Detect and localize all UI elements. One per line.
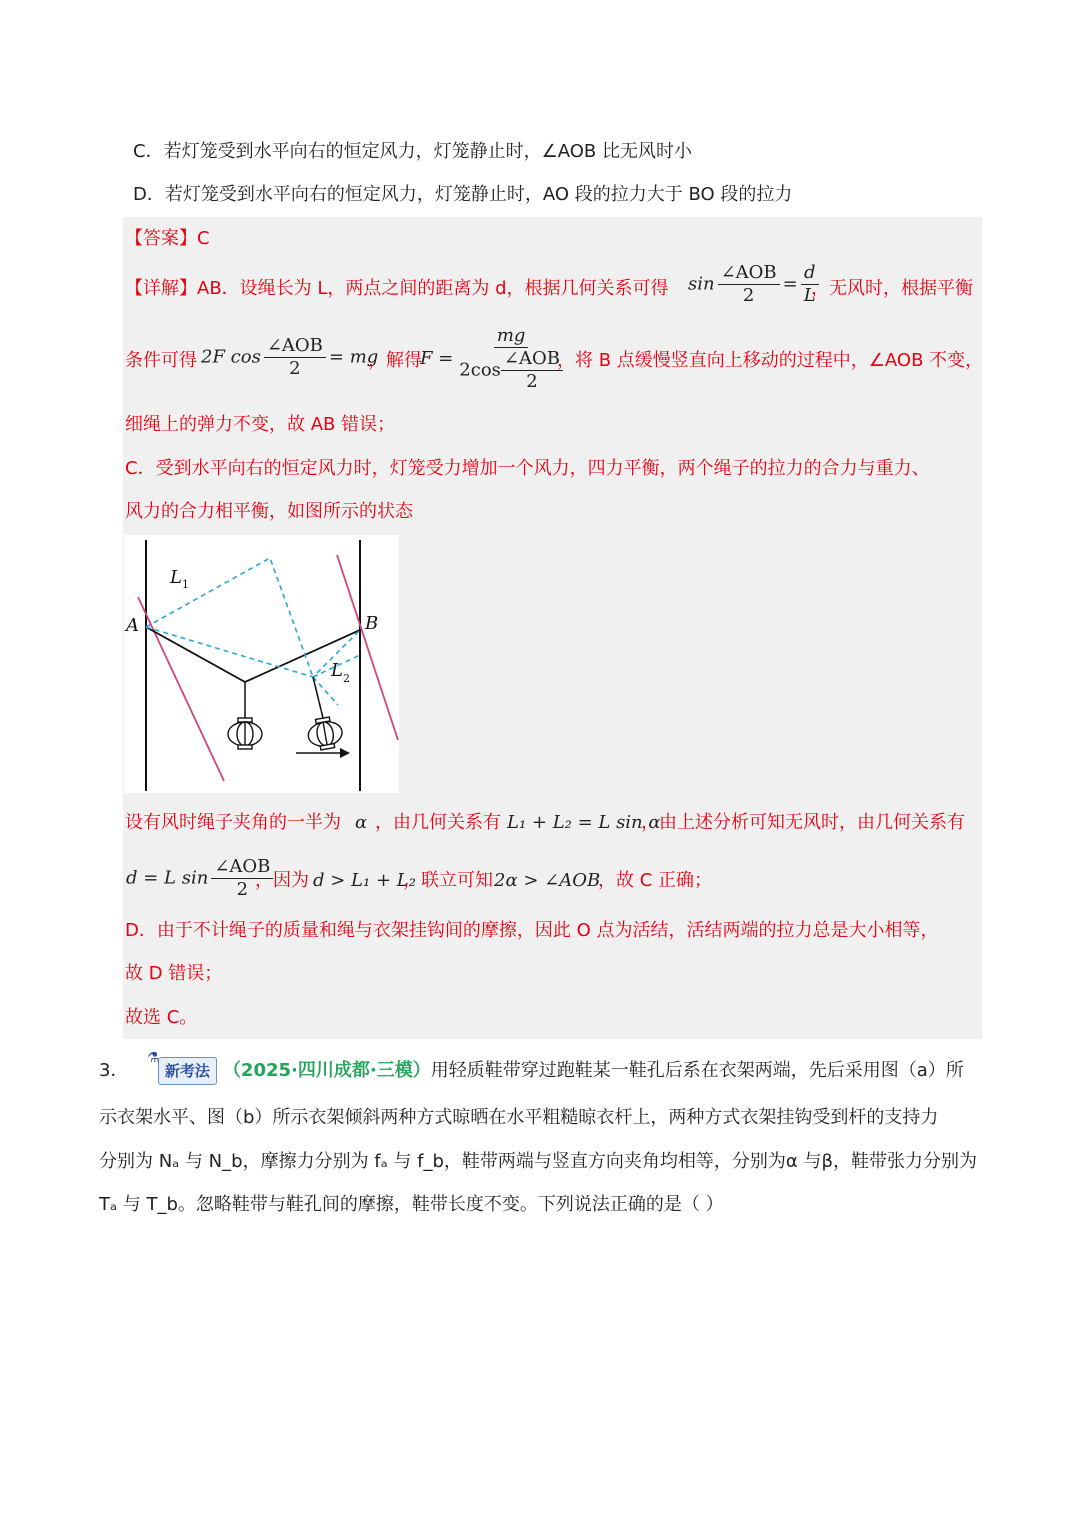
detail-line-2b: ，解得 (368, 350, 422, 371)
label-L1-sub: 1 (182, 578, 189, 591)
question-3-line-2: 示衣架水平、图（b）所示衣架倾斜两种方式晾晒在水平粗糙晾衣杆上，两种方式衣架挂钩受到杆的支持力 (99, 1107, 939, 1128)
detail-line-5: 风力的合力相平衡，如图所示的状态 (125, 501, 413, 522)
formula-balance: 2F cos $\frac{\text{∠AOB}}{2}$ = mg (201, 335, 379, 379)
formula-ineq: d > L₁ + L₂ (313, 870, 416, 891)
detail-line-1: 【详解】AB．设绳长为 L，两点之间的距离为 d，根据几何关系可得 (125, 278, 669, 299)
label-L2: L (331, 660, 343, 681)
option-c: C．若灯笼受到水平向右的恒定风力，灯笼静止时，∠AOB 比无风时小 (133, 141, 692, 162)
question-number: 3． (99, 1060, 129, 1081)
answer-label: 【答案】C (125, 228, 210, 249)
detail-line-3: 细绳上的弹力不变，故 AB 错误； (125, 414, 396, 435)
detail-label: 【详解】 (125, 278, 197, 299)
detail-line-2a: 条件可得 (125, 350, 197, 371)
formula-d: d = L sin $\frac{\text{∠AOB}}{2}$ (126, 856, 276, 901)
detail-line-6b: ，由几何关系有 (375, 812, 501, 833)
detail-line-7a: ，因为 (255, 870, 309, 891)
detail-line-6c: ，由上述分析可知无风时，由几何关系有 (641, 812, 965, 833)
question-source: （2025·四川成都·三模） (222, 1060, 431, 1081)
formula-2alpha: 2α > ∠AOB (494, 870, 601, 891)
detail-line-2c: ，将 B 点缓慢竖直向上移动的过程中，∠AOB 不变， (557, 350, 984, 371)
formula-L1L2: L₁ + L₂ = L sin α (507, 812, 661, 833)
formula-sin: sin $\frac{\text{∠AOB}}{2}$ = $\frac{d}{L}$ (688, 262, 822, 307)
detail-line-7c: ，故 C 正确； (598, 870, 713, 891)
detail-line-7b: ，联立可知 (403, 870, 493, 891)
question-3-line-3: 分别为 Nₐ 与 N_b，摩擦力分别为 fₐ 与 f_b，鞋带两端与竖直方向夹角均相等，分别为α 与β，鞋带张力分别为 (99, 1151, 977, 1172)
label-A: A (126, 615, 139, 636)
formula-alpha: α (355, 812, 368, 833)
label-L2-sub: 2 (343, 672, 350, 685)
detail-line-1b: ，无风时，根据平衡 (811, 278, 973, 299)
lantern-figure (124, 535, 399, 793)
detail-line-9: 故 D 错误； (125, 963, 223, 984)
label-B: B (365, 613, 379, 634)
detail-line-8: D．由于不计绳子的质量和绳与衣架挂钩间的摩擦，因此 O 点为活结，活结两端的拉力总是大小相等， (125, 920, 939, 941)
detail-line-4: C．受到水平向右的恒定风力时，灯笼受力增加一个风力，四力平衡，两个绳子的拉力的合力与重力、 (125, 458, 930, 479)
detail-line-6a: 设有风时绳子夹角的一半为 (125, 812, 341, 833)
label-L1: L (170, 567, 182, 588)
option-d: D．若灯笼受到水平向右的恒定风力，灯笼静止时，AO 段的拉力大于 BO 段的拉力 (133, 184, 793, 205)
new-method-tag: ⚗ 新考法 (158, 1057, 217, 1085)
question-3-line-4: Tₐ 与 T_b。忽略鞋带与鞋孔间的摩擦，鞋带长度不变。下列说法正确的是（ ） (99, 1194, 724, 1215)
question-3-line-1: 3． ⚗ 新考法 （2025·四川成都·三模）用轻质鞋带穿过跑鞋某一鞋孔后系在衣架两端，先后采用图（a）所 (99, 1057, 964, 1085)
formula-F: F = mg 2cos $\frac{\text{∠AOB}}{2}$ (420, 325, 569, 393)
flask-icon: ⚗ (146, 1050, 160, 1066)
detail-line-10: 故选 C。 (125, 1007, 198, 1028)
